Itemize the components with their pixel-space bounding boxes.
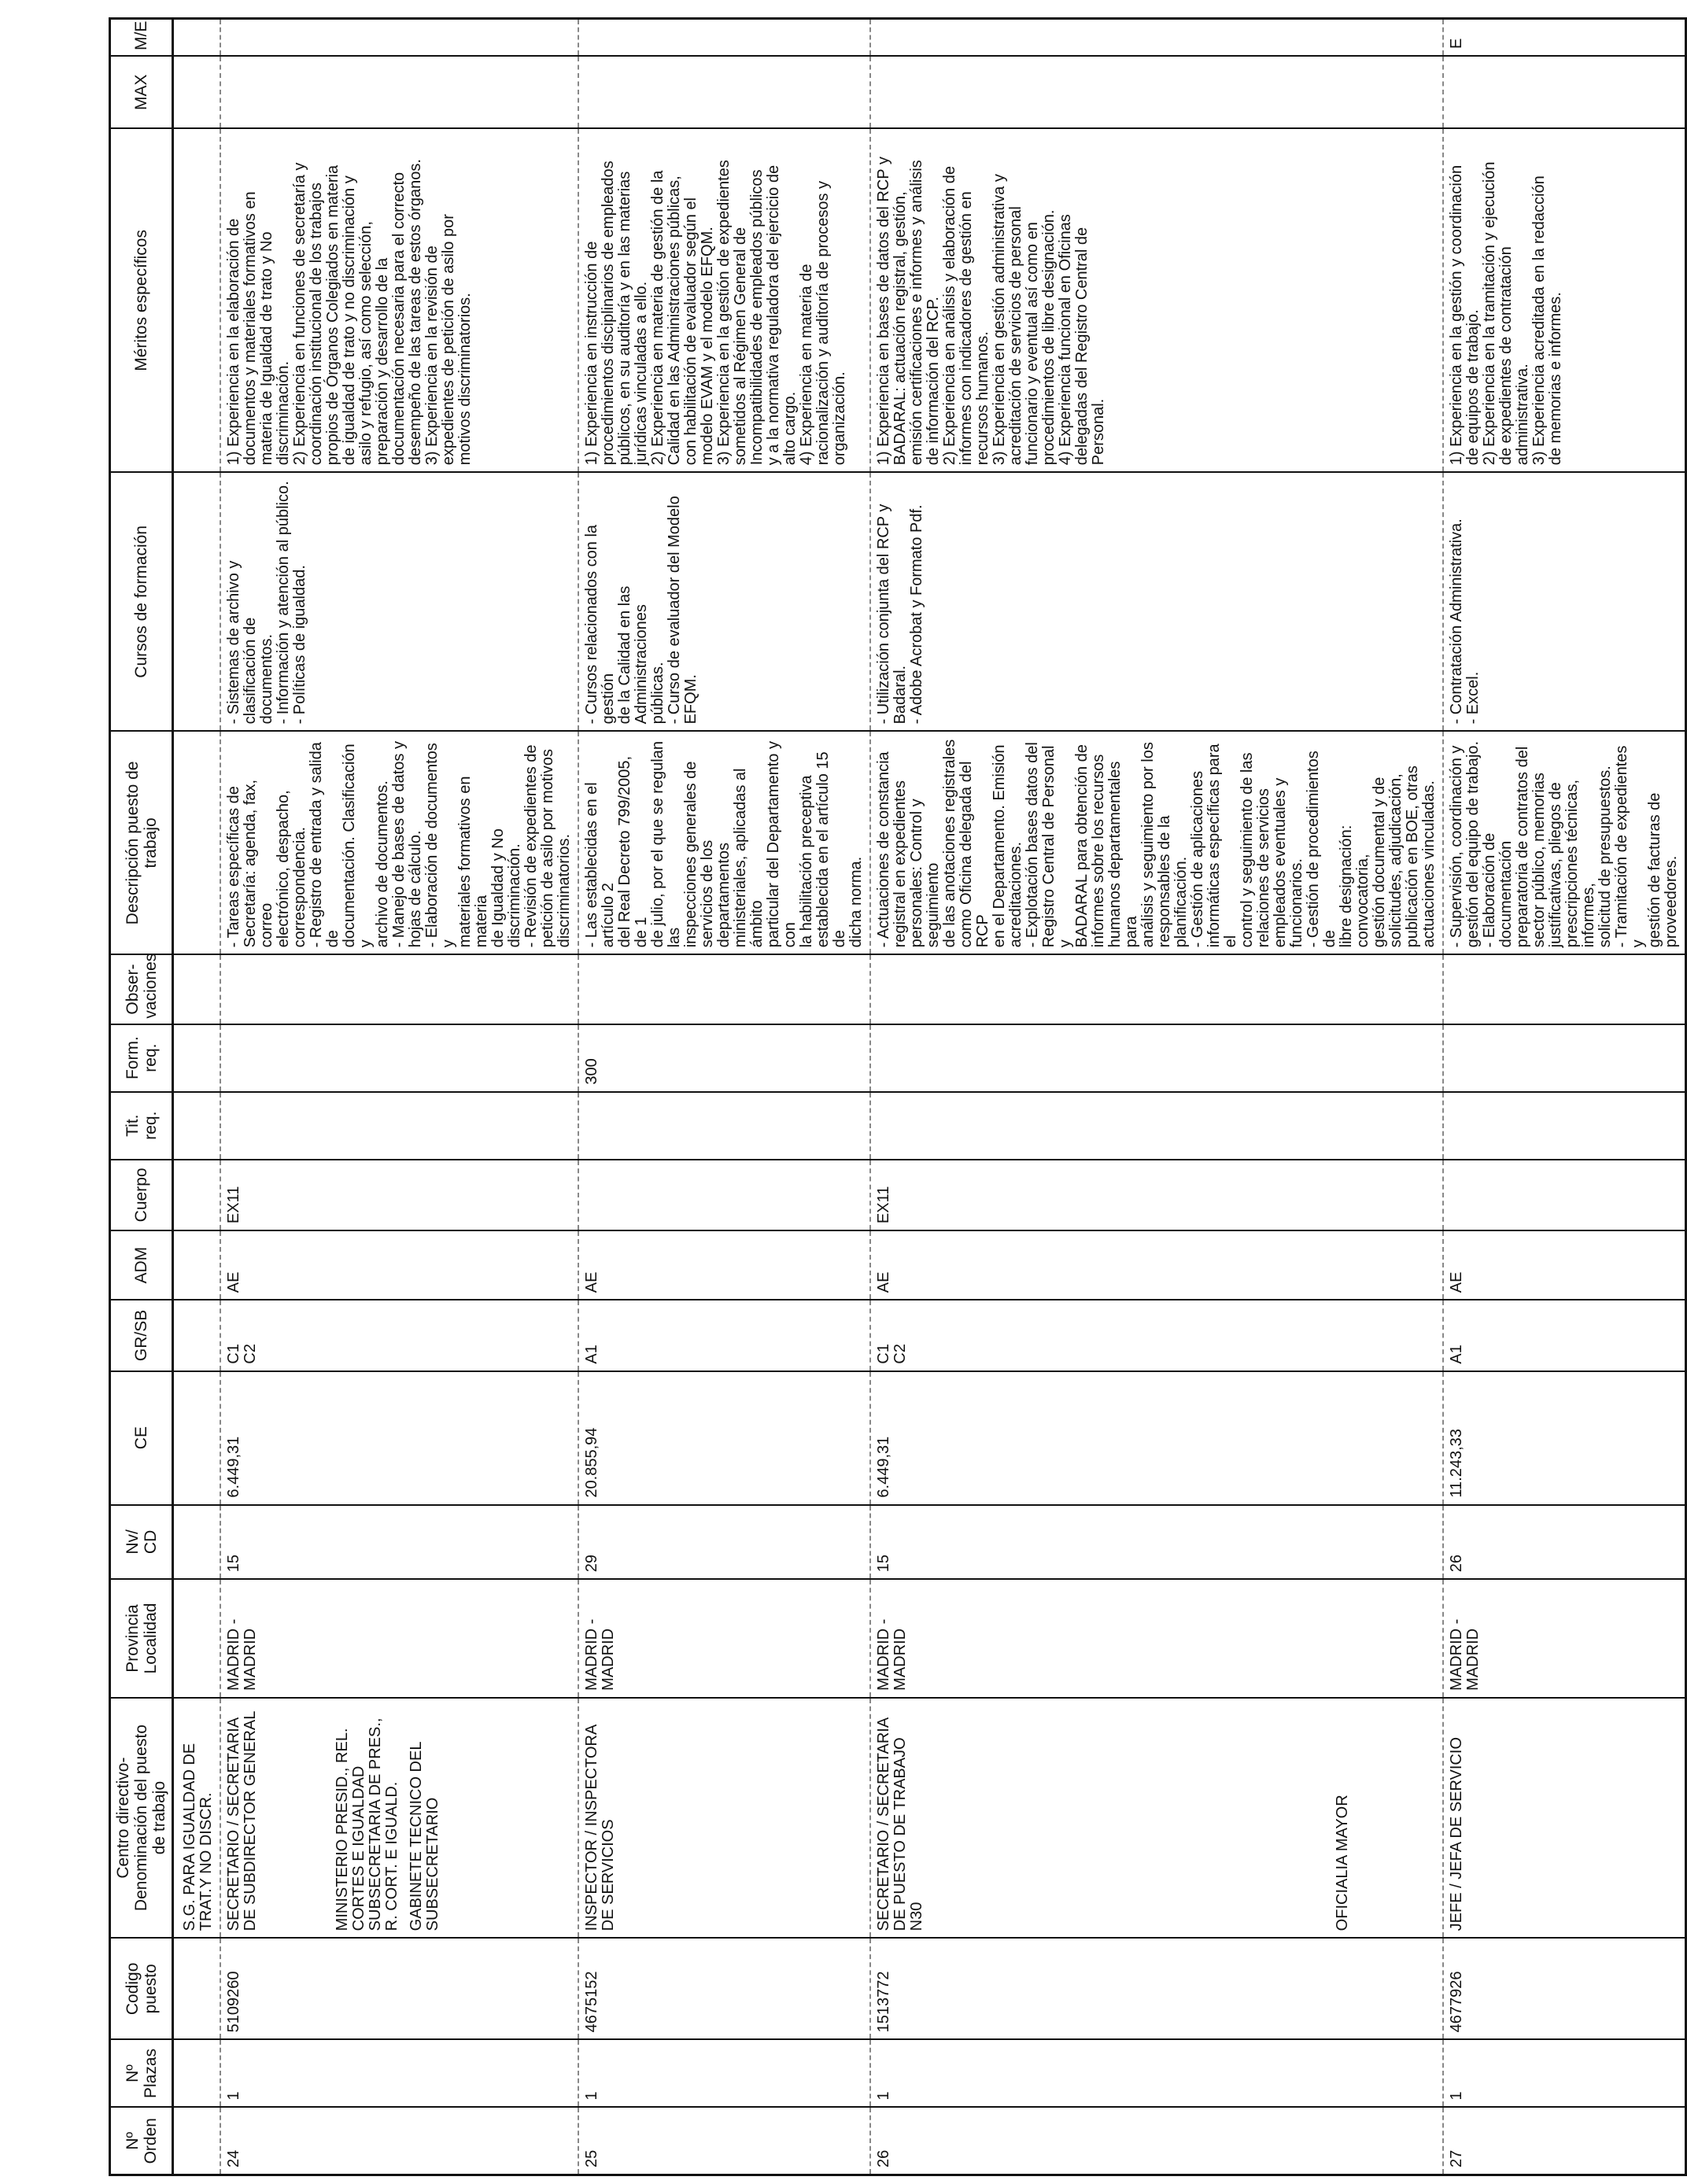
cell-form: [1443, 1024, 1686, 1092]
cell-cursos: - Sistemas de archivo y clasificación de documentos. - Información y atención al público. - Políticas de igualdad.: [220, 472, 578, 731]
cell-cuerpo: [578, 1160, 870, 1230]
cell-nivel: 15: [220, 1505, 578, 1580]
section-centro: OFICIALIA MAYOR: [1334, 1795, 1351, 1931]
cell-orden: 26: [870, 2107, 1443, 2175]
cell-descripcion: - Actuaciones de constancia registral en expedientes personales: Control y seguimiento de las anotaciones registrales como Oficina delegada del RCP en el Departamento. Emisión acreditaciones. - Explotación bases datos del Registro Central de Personal y BADARAL para obtención de informes sobre los recursos humanos departamentales para análisis y seguimiento por los responsables de la planificación. - Gestión de aplicaciones informáticas específicas para el control y seguimiento de las relaciones de servicios empleados eventuales y funcionarios. - Gestión de procedimientos de libre designación: convocatoria, gestión documental y de solicitudes, adjudicación, publicación en BOE, otras actuaciones vinculadas.: [870, 731, 1443, 954]
cell-tit: [578, 1092, 870, 1160]
cell-orden: 24: [220, 2107, 578, 2175]
cell-nivel: 15: [870, 1505, 1443, 1580]
header-me: M/E: [110, 19, 173, 57]
cell-max: [1443, 56, 1686, 129]
table-row: [578, 19, 870, 2175]
cell-obs: [870, 954, 1443, 1024]
cell-provincia: MADRID - MADRID: [578, 1579, 870, 1698]
cell-plazas: 1: [578, 2039, 870, 2107]
section-centro: S.G. PARA IGUALDAD DE TRAT.Y NO DISCR.: [173, 1698, 221, 1939]
cell-plazas: 1: [1443, 2039, 1686, 2107]
cell-me: E: [1443, 19, 1686, 57]
cell-meritos: 1) Experiencia en la gestión y coordinación de equipos de trabajo. 2) Experiencia en la tramitación y ejecución de expedientes de contratación administrativa. 3) Experiencia acreditada en la redacción de memorias e informes.: [1443, 129, 1686, 473]
cell-descripcion: - Las establecidas en el artículo 2 del Real Decreto 799/2005, de 1 de julio, por el que se regulan las inspecciones generales de servicios de los departamentos ministeriales, aplicadas al ámbito particular del Departamento y con la habilitación preceptiva establecida en el artículo 15 de dicha norma.: [578, 731, 870, 954]
header-grupo: GR/SB: [110, 1300, 173, 1371]
cell-codigo: 4675152: [578, 1938, 870, 2039]
cell-ce: 11.243,33: [1443, 1371, 1686, 1505]
section-centro: GABINETE TECNICO DEL SUBSECRETARIO: [408, 1741, 441, 1931]
header-row: [110, 19, 173, 2175]
header-cursos: Cursos de formación: [110, 472, 173, 731]
header-cuerpo: Cuerpo: [110, 1160, 173, 1230]
header-orden: Nº Orden: [110, 2107, 173, 2175]
header-plazas: Nº Plazas: [110, 2039, 173, 2107]
cell-cuerpo: EX11: [870, 1160, 1443, 1230]
cell-cursos: - Cursos relacionados con la gestión de la Calidad en las Administraciones públicas. - Curso de evaluador del Modelo EFQM.: [578, 472, 870, 731]
cell-grupo: C1 C2: [220, 1300, 578, 1371]
cell-tit: [870, 1092, 1443, 1160]
cell-max: [578, 56, 870, 129]
cell-form: 300: [578, 1024, 870, 1092]
cell-denominacion: SECRETARIO / SECRETARIA DE PUESTO DE TRABAJO N30 OFICIALIA MAYOR: [870, 1698, 1443, 1939]
cell-plazas: 1: [220, 2039, 578, 2107]
cell-adm: AE: [220, 1230, 578, 1300]
header-provincia: Provincia Localidad: [110, 1579, 173, 1698]
cell-tit: [1443, 1092, 1686, 1160]
cell-nivel: 26: [1443, 1505, 1686, 1580]
cell-ce: 20.855,94: [578, 1371, 870, 1505]
cell-plazas: 1: [870, 2039, 1443, 2107]
cell-cursos: - Utilización conjunta del RCP y Badaral. - Adobe Acrobat y Formato Pdf.: [870, 472, 1443, 731]
cell-orden: 25: [578, 2107, 870, 2175]
cell-grupo: A1: [1443, 1300, 1686, 1371]
header-centro: Centro directivo- Denominación del puesto de trabajo: [110, 1698, 173, 1939]
cell-max: [870, 56, 1443, 129]
table-row: [220, 19, 578, 2175]
header-descripcion: Descripción puesto de trabajo: [110, 731, 173, 954]
cell-form: [220, 1024, 578, 1092]
cell-denominacion: JEFE / JEFA DE SERVICIO: [1443, 1698, 1686, 1939]
header-ce: CE: [110, 1371, 173, 1505]
cell-meritos: 1) Experiencia en instrucción de procedimientos disciplinarios de empleados públicos, en su auditoría y en las materias jurídicas vinculadas a ello. 2) Experiencia en materia de gestión de la Calidad en las Administraciones públicas, con habilitación de evaluador según el modelo EVAM y el modelo EFQM. 3) Experiencia en la gestión de expedientes sometidos al Régimen General de Incompatibilidades de empleados públicos y a la normativa reguladora del ejercicio de alto cargo. 4) Experiencia en materia de racionalización y auditoría de procesos y organización.: [578, 129, 870, 473]
table-row: [1443, 19, 1686, 2175]
table-row: [870, 19, 1443, 2175]
cell-cuerpo: EX11: [220, 1160, 578, 1230]
cell-obs: [1443, 954, 1686, 1024]
cell-orden: 27: [1443, 2107, 1686, 2175]
cell-denominacion: SECRETARIO / SECRETARIA DE SUBDIRECTOR GENERAL MINISTERIO PRESID., REL. CORTES E IGUALDAD SUBSECRETARIA DE PRES., R. CORT. E IGUALD. GABINETE TECNICO DEL SUBSECRETARIO: [220, 1698, 578, 1939]
cell-adm: AE: [578, 1230, 870, 1300]
cell-meritos: 1) Experiencia en la elaboración de documentos y materiales formativos en materia de Igualdad de trato y No discriminación. 2) Experiencia en funciones de secretaría y coordinación institucional de los trabajos propios de Órganos Colegiados en materia de igualdad de trato y no discriminación y asilo y refugio, así como selección, preparación y desarrollo de la documentación necesaria para el correcto desempeño de las tareas de estos órganos. 3) Experiencia en la revisión de expedientes de petición de asilo por motivos discriminatorios.: [220, 129, 578, 473]
cell-codigo: 1513772: [870, 1938, 1443, 2039]
cell-form: [870, 1024, 1443, 1092]
header-meritos: Méritos específicos: [110, 129, 173, 473]
cell-ce: 6.449,31: [870, 1371, 1443, 1505]
cell-me: [870, 19, 1443, 57]
section-row: [173, 19, 221, 2175]
cell-obs: [578, 954, 870, 1024]
header-adm: ADM: [110, 1230, 173, 1300]
cell-tit: [220, 1092, 578, 1160]
header-tit: Tit. req.: [110, 1092, 173, 1160]
cell-denominacion: INSPECTOR / INSPECTORA DE SERVICIOS: [578, 1698, 870, 1939]
header-obs: Obser- vaciones: [110, 954, 173, 1024]
section-centro: MINISTERIO PRESID., REL. CORTES E IGUALDAD SUBSECRETARIA DE PRES., R. CORT. E IGUALD.: [334, 1717, 401, 1931]
cell-adm: AE: [870, 1230, 1443, 1300]
cell-meritos: 1) Experiencia en bases de datos del RCP y BADARAL: actuación registral, gestión, emisión certificaciones e informes y análisis de información del RCP. 2) Experiencia en análisis y elaboración de informes con indicadores de gestión en recursos humanos. 3) Experiencia en gestión administrativa y acreditación de servicios de personal funcionario y eventual así como en procedimientos de libre designación. 4) Experiencia funcional en Oficinas delegadas del Registro Central de Personal.: [870, 129, 1443, 473]
cell-descripcion: - Supervisión, coordinación y gestión del equipo de trabajo. - Elaboración de documentación preparatoria de contratos del sector público, memorias justificativas, pliegos de prescripciones técnicas, informes, solicitud de presupuestos. - Tramitación de expedientes y gestión de facturas de proveedores.: [1443, 731, 1686, 954]
cell-grupo: A1: [578, 1300, 870, 1371]
header-codigo: Codigo puesto: [110, 1938, 173, 2039]
cell-me: [578, 19, 870, 57]
cell-cuerpo: [1443, 1160, 1686, 1230]
cell-ce: 6.449,31: [220, 1371, 578, 1505]
cell-adm: AE: [1443, 1230, 1686, 1300]
cell-provincia: MADRID - MADRID: [1443, 1579, 1686, 1698]
cell-provincia: MADRID - MADRID: [220, 1579, 578, 1698]
cell-cursos: - Contratación Administrativa. - Excel.: [1443, 472, 1686, 731]
cell-max: [220, 56, 578, 129]
positions-table: [109, 17, 1687, 2176]
cell-obs: [220, 954, 578, 1024]
cell-grupo: C1 C2: [870, 1300, 1443, 1371]
cell-me: [220, 19, 578, 57]
cell-descripcion: - Tareas específicas de Secretaría: agenda, fax, correo electrónico, despacho, correspondencia. - Registro de entrada y salida de documentación. Clasificación y archivo de documentos. - Manejo de bases de datos y hojas de cálculo. - Elaboración de documentos y materiales formativos en materia de Igualdad y No discriminación. - Revisión de expedientes de petición de asilo por motivos discriminatorios.: [220, 731, 578, 954]
cell-nivel: 29: [578, 1505, 870, 1580]
cell-codigo: 4677926: [1443, 1938, 1686, 2039]
cell-provincia: MADRID - MADRID: [870, 1579, 1443, 1698]
header-nivel: Nv/ CD: [110, 1505, 173, 1580]
cell-codigo: 5109260: [220, 1938, 578, 2039]
header-max: MAX: [110, 56, 173, 129]
header-form: Form. req.: [110, 1024, 173, 1092]
